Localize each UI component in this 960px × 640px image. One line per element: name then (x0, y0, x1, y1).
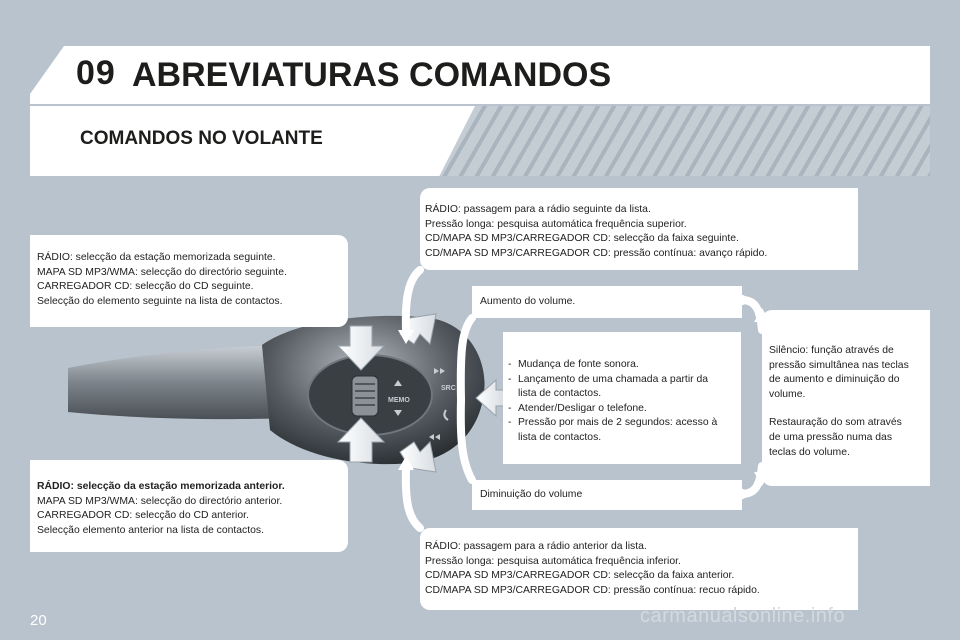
box-line: Aumento do volume. (480, 296, 576, 307)
box-line: Restauração do som através (769, 417, 902, 429)
thumbwheel (352, 376, 378, 416)
box-line: MAPA SD MP3/WMA: selecção do directório seguinte. (37, 266, 287, 278)
list-item: - Lançamento de uma chamada a partir da lista de contactos. (508, 373, 709, 400)
list-item: - Mudança de fonte sonora. (508, 359, 639, 370)
box-line: Pressão longa: pesquisa automática frequência superior. (425, 218, 687, 230)
box-line: Selecção elemento anterior na lista de contactos. (37, 524, 264, 536)
source-phone-box (503, 332, 741, 464)
stalk-shaft (68, 345, 292, 419)
box-line: Selecção do elemento seguinte na lista de contactos. (37, 295, 283, 307)
box-line: CD/MAPA SD MP3/CARREGADOR CD: selecção da faixa seguinte. (425, 233, 739, 245)
box-line: CARREGADOR CD: selecção do CD seguinte. (37, 281, 254, 293)
box-line: de uma pressão numa das (769, 431, 893, 443)
box-line: CD/MAPA SD MP3/CARREGADOR CD: selecção da faixa anterior. (425, 570, 735, 582)
box-line: RÁDIO: selecção da estação memorizada seguinte. (37, 252, 276, 263)
box-line: RÁDIO: passagem para a rádio anterior da lista. (425, 541, 647, 552)
box-line: pressão simultânea nas teclas (769, 359, 909, 371)
box-line: Diminuição do volume (480, 489, 583, 500)
src-label: SRC (441, 385, 456, 392)
previous-station-box (420, 528, 858, 610)
box-line: teclas do volume. (769, 446, 850, 458)
volume-down-box (472, 480, 742, 510)
next-preset-box (30, 235, 348, 327)
previous-preset-box (30, 460, 348, 552)
box-line: Pressão longa: pesquisa automática frequência inferior. (425, 555, 681, 567)
box-line: de aumento e diminuição do (769, 374, 900, 386)
box-line: CARREGADOR CD: selecção do CD anterior. (37, 510, 249, 522)
box-line: CD/MAPA SD MP3/CARREGADOR CD: pressão contínua: recuo rápido. (425, 584, 760, 596)
watermark: carmanualsonline.info (640, 605, 846, 627)
volume-up-box (472, 286, 742, 318)
box-line: volume. (769, 388, 806, 400)
box-line: CD/MAPA SD MP3/CARREGADOR CD: pressão contínua: avanço rápido. (425, 247, 768, 259)
list-item: - Atender/Desligar o telefone. (508, 402, 647, 414)
box-line: RÁDIO: selecção da estação memorizada anterior. (37, 481, 285, 492)
list-item: - Pressão por mais de 2 segundos: acesso à lista de contactos. (508, 417, 718, 443)
page-title: ABREVIATURAS COMANDOS (132, 56, 612, 94)
next-station-box (420, 188, 858, 270)
box-line: RÁDIO: passagem para a rádio seguinte da lista. (425, 204, 651, 215)
memo-label: MEMO (388, 397, 410, 404)
mute-box (762, 310, 930, 486)
section-title: COMANDOS NO VOLANTE (80, 128, 323, 149)
page-number: 20 (30, 612, 47, 629)
box-line: MAPA SD MP3/WMA: selecção do directório anterior. (37, 495, 283, 507)
box-line: Silêncio: função através de (769, 345, 894, 356)
chapter-number: 09 (76, 54, 116, 92)
